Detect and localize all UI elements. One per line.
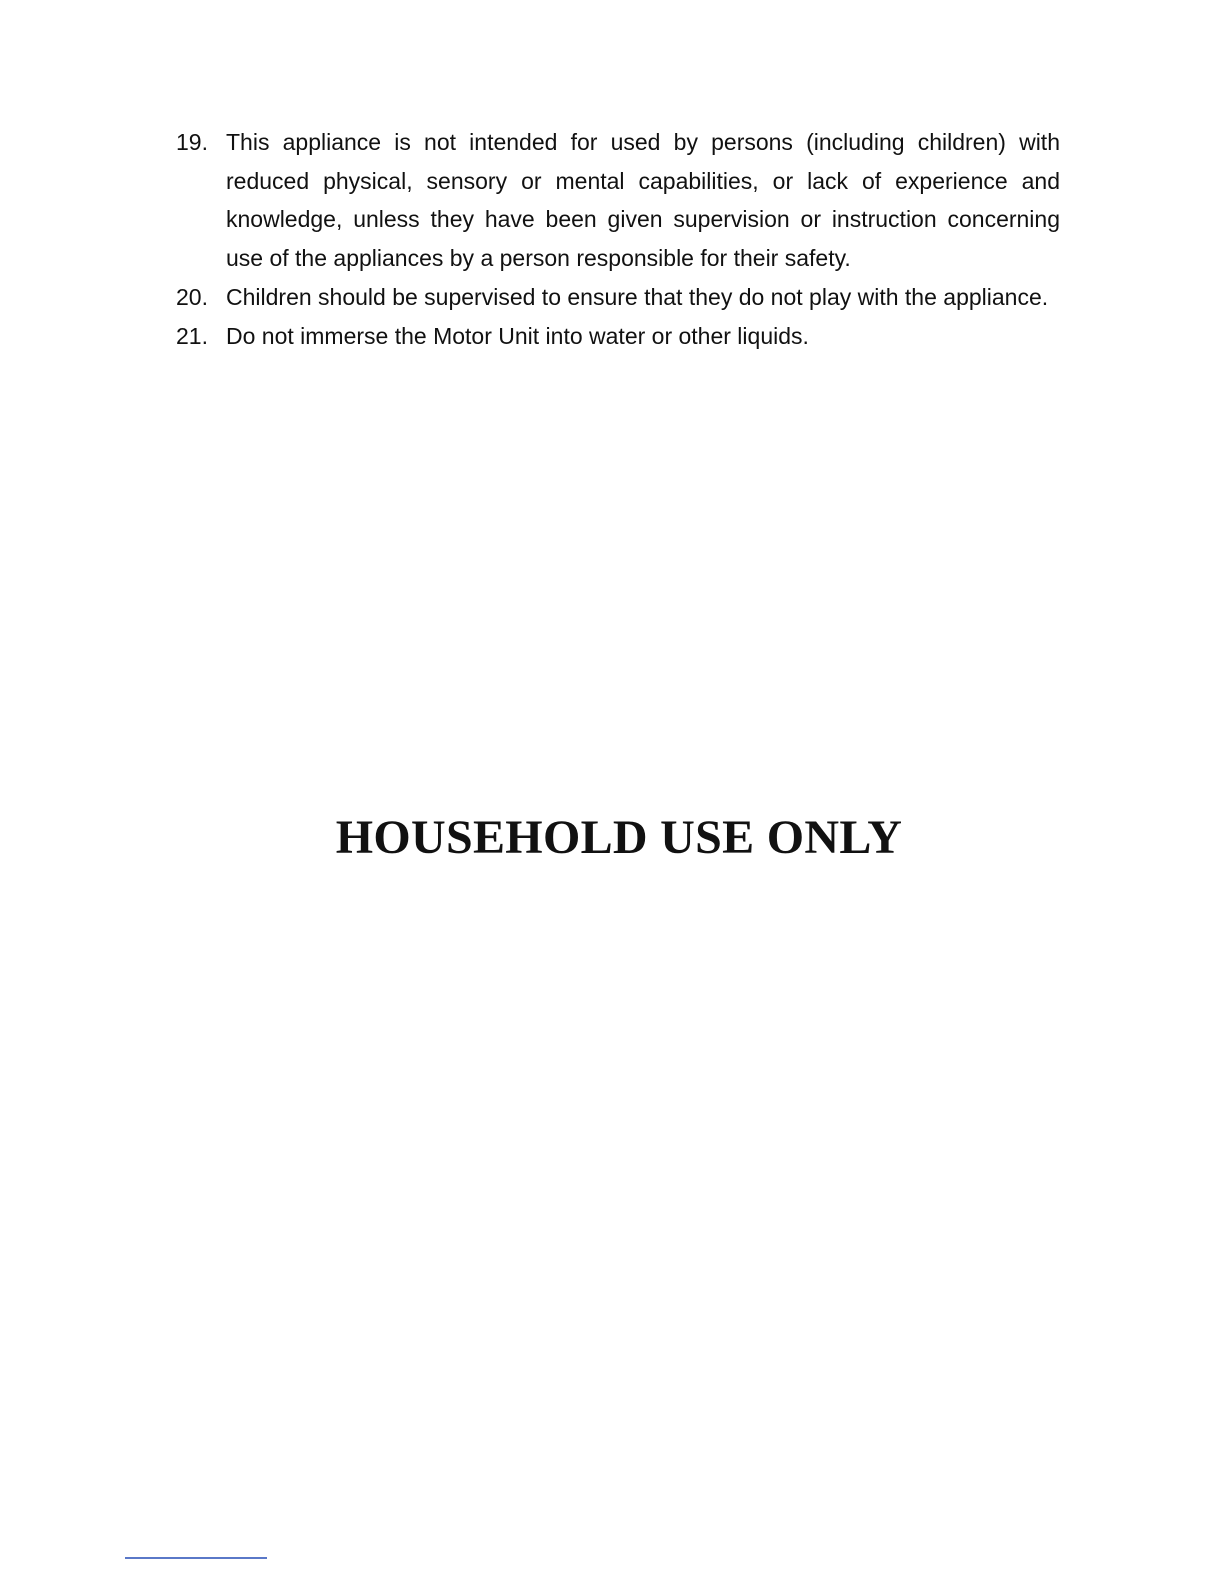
instruction-number: 21.: [176, 322, 208, 349]
instruction-number: 19.: [176, 129, 208, 155]
household-use-only-heading: HOUSEHOLD USE ONLY: [335, 811, 903, 864]
footnote-divider: [125, 1557, 267, 1559]
instruction-text: Do not immerse the Motor Unit into water or other liquids.: [226, 322, 809, 349]
instruction-text: This appliance is not intended for used by persons (including children) with reduced physical, sensory or mental capabilities, or lack of experience and knowledge, unless they have been given supervision or instruction concerning use of the appliances by a person responsible for their safety.: [226, 129, 1060, 272]
instruction-item-19: [176, 123, 1060, 278]
instruction-text: Children should be supervised to ensure that they do not play with the appliance.: [226, 283, 1049, 310]
instruction-item-20: [176, 278, 1060, 317]
safety-instructions-list: [176, 123, 1060, 355]
instruction-number: 20.: [176, 283, 208, 310]
instruction-item-21: [176, 317, 1060, 356]
